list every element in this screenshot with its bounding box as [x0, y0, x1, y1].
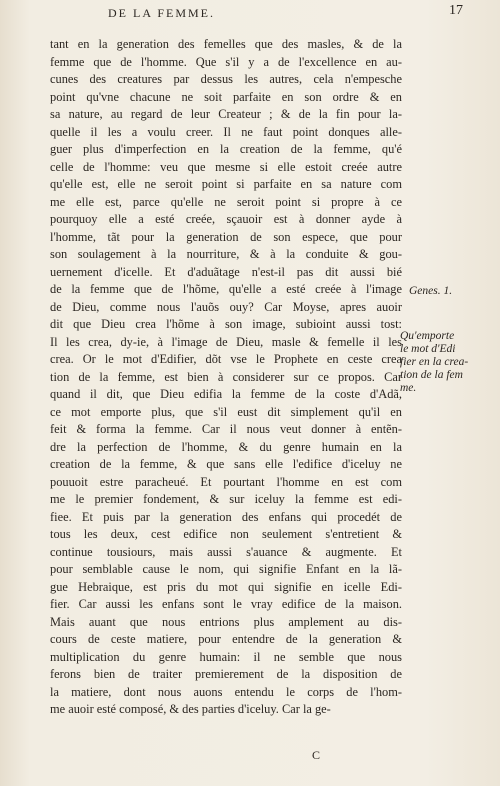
text-line: uernement d'icelle. Et d'aduãtage n'est-il pas dit aussi bié: [50, 264, 402, 279]
text-line: feit & forma la femme. Car il nous veut donner à entẽn-: [50, 422, 402, 436]
text-line: Mais auant que nous entrions plus amplement au dis-: [50, 614, 402, 629]
text-line: qu'elle est, elle ne seroit point si parfaite en sa nature com: [50, 177, 402, 191]
page-header: [108, 2, 463, 20]
text-line: de Dieu, comme nous l'auõs ouy? Car Moyse, apres auoir: [50, 299, 402, 314]
text-line: gue Hebraique, est pris du mot qui signifie en icelle Edi-: [50, 579, 402, 594]
text-line: guer plus d'imperfection en la creation de la femme, qu'é: [50, 142, 402, 156]
text-line: me auoir esté composé, & des parties d'iceluy. Car la ge-: [50, 702, 331, 716]
text-line: de la femme que de l'hõme, qu'elle a esté creée à l'image: [50, 282, 402, 296]
margin-note-line: le mot d'Edi: [400, 343, 456, 355]
text-line: Il les crea, dy-ie, à l'image de Dieu, masle & femelle il les: [50, 334, 402, 349]
text-line: femme que de l'homme. Que s'il y a de l'excellence en au-: [50, 54, 402, 69]
running-title: DE LA FEMME.: [108, 6, 216, 20]
text-line: continue tousiours, mais aussi s'auance & augmente. Et: [50, 544, 402, 559]
margin-note-edifier: [400, 330, 496, 395]
text-line: sa nature, au regard de leur Createur ; & de la fin pour la-: [50, 107, 402, 121]
text-line: cunes des creatures par dessus les autres, cela n'empesche: [50, 72, 402, 86]
text-line: pour semblable cause le nom, qui signifie Enfant en la lã-: [50, 562, 402, 576]
text-line: tion de la femme, est bien à considerer sur ce propos. Car: [50, 369, 402, 384]
text-line: crea. Or le mot d'Edifier, dõt vse le Prophete en ceste crea: [50, 352, 402, 366]
text-line: quand il dit, que Dieu edifia la femme de la coste d'Adã,: [50, 387, 402, 401]
body-text: [50, 36, 402, 719]
text-line: l'homme, tãt pour la generation de son espece, que pour: [50, 229, 402, 244]
text-line: la matiere, dont nous auons entendu le corps de l'hom-: [50, 684, 402, 699]
text-line: pourquoy elle a esté creée, sçauoir est à donner ayde à: [50, 212, 402, 226]
text-line: dit que Dieu crea l'hõme à son image, subioint aussi tost:: [50, 317, 402, 331]
text-line: fiee. Et puis par la generation des enfans qui procedét de: [50, 509, 402, 524]
text-line: fier. Car aussi les enfans sont le vray edifice de la maison.: [50, 597, 402, 611]
margin-note-line: fier en la crea-: [400, 356, 469, 368]
margin-note-line: tion de la fem: [400, 369, 463, 381]
text-line: multiplication du genre humain: il ne semble que nous: [50, 649, 402, 664]
text-line: pouuoit estre paracheué. Et pourtant l'homme en est com: [50, 474, 402, 489]
margin-note-genesis: Genes. 1.: [409, 285, 453, 297]
text-line: son soulagement à la nourriture, & à la conduite & gou-: [50, 247, 402, 261]
text-line: dre la perfection de l'homme, & du genre humain en la: [50, 439, 402, 454]
margin-note-line: Qu'emporte: [400, 330, 455, 342]
text-line: tant en la generation des femelles que des masles, & de la: [50, 37, 402, 51]
margin-note-line: me.: [400, 382, 417, 394]
text-line: quelle il les a voulu creer. Il ne faut point donques alle-: [50, 124, 402, 139]
text-line: creation de la femme, & que sans elle l'edifice d'iceluy ne: [50, 457, 402, 471]
signature-mark: C: [312, 748, 321, 762]
page-number: 17: [449, 3, 463, 18]
text-line: ferons bien de traiter premierement de la disposition de: [50, 667, 402, 681]
text-line: point qu'vne chacune ne soit parfaite en son ordre & en: [50, 89, 402, 104]
text-line: me le premier fondement, & sur iceluy la femme est edi-: [50, 492, 402, 506]
text-line: ce mot emporte plus, que s'il eust dit simplement qu'il en: [50, 404, 402, 419]
text-line: tous les deux, cest edifice non seulement s'entretient &: [50, 527, 402, 541]
text-line: celle de l'homme: veu que mesme si elle estoit creée autre: [50, 159, 402, 174]
text-line: me elle est, parce qu'elle ne seroit point si propre à ce: [50, 194, 402, 209]
text-line: cours de ceste matiere, pour entendre de la generation &: [50, 632, 402, 646]
